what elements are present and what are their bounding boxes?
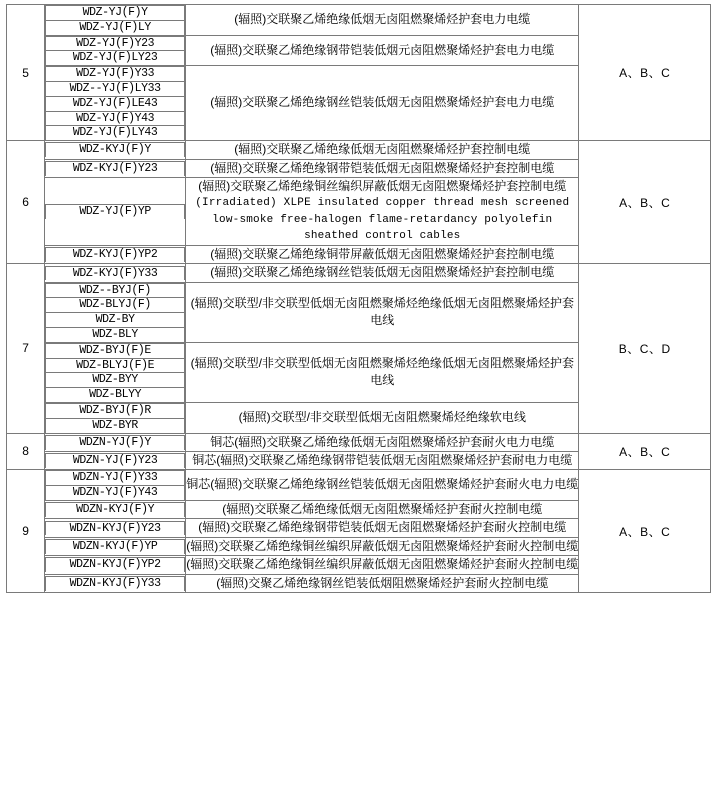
product-name-cn: (辐照)交联聚乙烯绝缘钢带铠装低烟无卤阻燃聚烯烃护套控制电缆 bbox=[210, 160, 555, 175]
product-name-cell bbox=[186, 141, 579, 158]
product-name-cn: (辐照)交联聚乙烯绝缘铜丝编织屏蔽低烟无卤阻燃聚烯烃护套控制电缆 bbox=[198, 178, 567, 193]
product-name-cell bbox=[186, 434, 579, 451]
model-code: WDZ-YJ(F)LY bbox=[46, 20, 185, 34]
product-name-cell bbox=[186, 538, 579, 555]
model-code-cell bbox=[45, 470, 186, 500]
model-code: WDZ-YJ(F)Y33 bbox=[46, 67, 185, 82]
model-code: WDZ-BYJ(F)R bbox=[46, 404, 185, 419]
product-name-cell bbox=[186, 501, 579, 518]
product-name-cn: (辐照)交联聚乙烯绝缘低烟无卤阻燃聚烯烃护套电力电缆 bbox=[234, 12, 531, 27]
model-code-cell bbox=[45, 452, 186, 469]
model-code-cell bbox=[45, 343, 186, 402]
model-code-cell bbox=[45, 538, 186, 555]
table-row bbox=[7, 433, 711, 470]
product-name-cn: 铜芯(辐照)交联聚乙烯绝缘低烟无卤阻燃聚烯烃护套耐火电力电缆 bbox=[210, 434, 555, 449]
model-code-cell bbox=[45, 501, 186, 518]
product-name-cell bbox=[186, 5, 579, 35]
product-name-cn: (辐照)交联聚乙烯绝缘钢带铠装低烟无卤阻燃聚烯烃护套耐火控制电缆 bbox=[198, 520, 567, 535]
model-code-cell bbox=[45, 141, 186, 158]
model-name-group-cell bbox=[45, 5, 579, 141]
product-name-cell bbox=[186, 178, 579, 245]
model-code: WDZ-YJ(F)LY23 bbox=[46, 51, 185, 65]
model-code: WDZ-BYJ(F)E bbox=[46, 343, 185, 358]
model-code: WDZN-KYJ(F)Y23 bbox=[46, 521, 185, 535]
product-name-cell bbox=[186, 66, 579, 140]
model-code-cell bbox=[45, 434, 186, 451]
product-name-cell bbox=[186, 343, 579, 402]
model-code: WDZ-YJ(F)Y43 bbox=[46, 111, 185, 126]
row-number-cell: 9 bbox=[7, 470, 45, 593]
model-name-group-cell bbox=[45, 264, 579, 433]
product-name-cn: (辐照)交联聚乙烯绝缘钢丝铠装低烟无卤阻燃聚烯烃护套控制电缆 bbox=[210, 265, 555, 280]
model-code: WDZ-KYJ(F)Y23 bbox=[46, 161, 185, 175]
row-number-cell: 8 bbox=[7, 433, 45, 470]
standard-cell: B、C、D bbox=[579, 264, 711, 433]
model-code: WDZ--BYJ(F) bbox=[46, 283, 185, 298]
model-code-cell bbox=[45, 403, 186, 433]
model-code: WDZ-BYY bbox=[46, 373, 185, 388]
model-name-group-cell bbox=[45, 141, 579, 264]
product-name-cn: (辐照)交联聚乙烯绝缘铜丝编织屏蔽低烟无卤阻燃聚烯烃护套耐火控制电缆 bbox=[186, 538, 579, 553]
product-name-cn: (辐照)交联型/非交联型低烟无卤阻燃聚烯烃绝缘低烟无卤阻燃聚烯烃护套电线 bbox=[190, 356, 574, 388]
product-name-cell bbox=[186, 575, 579, 592]
product-name-cell bbox=[186, 264, 579, 281]
product-name-cell bbox=[186, 160, 579, 177]
model-code: WDZ-BLYY bbox=[46, 388, 185, 402]
model-code-cell bbox=[45, 246, 186, 263]
row-number-cell: 6 bbox=[7, 141, 45, 264]
model-code: WDZ-KYJ(F)YP2 bbox=[46, 248, 185, 262]
model-code-cell bbox=[45, 36, 186, 66]
model-code: WDZ-BY bbox=[46, 313, 185, 328]
model-code-cell bbox=[45, 264, 186, 281]
model-code: WDZN-KYJ(F)Y33 bbox=[46, 576, 185, 590]
standard-cell: A、B、C bbox=[579, 141, 711, 264]
standard-cell: A、B、C bbox=[579, 433, 711, 470]
product-name-cell bbox=[186, 470, 579, 500]
product-name-en: (Irradiated) XLPE insulated copper thread mesh screened low-smoke free-halogen flame-retardancy polyolefin sheathed control cables bbox=[195, 197, 570, 243]
model-code-cell bbox=[45, 519, 186, 536]
cable-specification-table bbox=[6, 4, 711, 593]
model-code: WDZN-YJ(F)Y43 bbox=[46, 486, 185, 500]
product-name-cn: 铜芯(辐照)交联聚乙烯绝缘钢丝铠装低烟无卤阻燃聚烯烃护套耐火电力电缆 bbox=[186, 477, 579, 492]
product-name-cell bbox=[186, 283, 579, 342]
product-name-cn: (辐照)交联聚乙烯绝缘钢带铠装低烟元卤阻燃聚烯烃护套电力电缆 bbox=[210, 42, 555, 57]
model-code: WDZ-BLYJ(F) bbox=[46, 298, 185, 313]
product-name-cell bbox=[186, 403, 579, 433]
product-name-cn: (辐照)交联聚乙烯绝缘铜带屏蔽低烟无卤阻燃聚烯烃护套控制电缆 bbox=[210, 246, 555, 261]
model-code: WDZ-YJ(F)Y23 bbox=[46, 36, 185, 51]
product-name-cn: (辐照)交联聚乙烯绝缘钢丝铠装低烟无卤阻燃聚烯烃护套电力电缆 bbox=[210, 95, 555, 110]
row-number-cell: 5 bbox=[7, 5, 45, 141]
table-row bbox=[7, 264, 711, 433]
product-name-cn: (辐照)交联聚乙烯绝缘低烟无卤阻燃聚烯烃护套控制电缆 bbox=[234, 142, 531, 157]
model-code: WDZN-YJ(F)Y33 bbox=[46, 471, 185, 486]
model-code: WDZ-KYJ(F)Y bbox=[46, 143, 185, 157]
model-code-cell bbox=[45, 160, 186, 177]
model-code-cell bbox=[45, 283, 186, 342]
model-code: WDZ-YJ(F)LE43 bbox=[46, 96, 185, 111]
model-name-group-cell bbox=[45, 433, 579, 470]
model-code-cell bbox=[45, 178, 186, 245]
model-code: WDZ-YJ(F)YP bbox=[46, 205, 185, 219]
product-name-cell bbox=[186, 556, 579, 573]
model-code: WDZN-KYJ(F)YP2 bbox=[46, 558, 185, 572]
standard-cell: A、B、C bbox=[579, 470, 711, 593]
model-code: WDZ-YJ(F)Y bbox=[46, 6, 185, 21]
product-name-cell bbox=[186, 36, 579, 66]
table-body bbox=[7, 5, 711, 593]
product-name-cn: (辐照)交联聚乙烯绝缘低烟无卤阻燃聚烯烃护套耐火控制电缆 bbox=[222, 501, 543, 516]
product-name-cn: (辐照)交联聚乙烯绝缘铜丝编织屏蔽低烟无卤阻燃聚烯烃护套耐火控制电缆 bbox=[186, 557, 579, 572]
product-name-cn: (辐照)交联型/非交联型低烟无卤阻燃聚烯烃绝缘低烟无卤阻燃聚烯烃护套电线 bbox=[190, 295, 574, 328]
standard-cell: A、B、C bbox=[579, 5, 711, 141]
product-name-cn: (辐照)交联型/非交联型低烟无卤阻燃聚烯烃绝缘软电线 bbox=[238, 410, 526, 425]
model-code: WDZ--YJ(F)LY33 bbox=[46, 81, 185, 96]
model-code: WDZN-YJ(F)Y23 bbox=[46, 454, 185, 468]
model-code: WDZ-YJ(F)LY43 bbox=[46, 126, 185, 140]
model-name-group-cell bbox=[45, 470, 579, 593]
model-code: WDZN-KYJ(F)Y bbox=[46, 503, 185, 517]
model-code-cell bbox=[45, 66, 186, 140]
row-number-cell: 7 bbox=[7, 264, 45, 433]
product-name-cell bbox=[186, 452, 579, 469]
model-code-cell bbox=[45, 575, 186, 592]
model-code: WDZ-BYR bbox=[46, 418, 185, 432]
product-name-cn: 铜芯(辐照)交联聚乙烯绝缘钢带铠装低烟无卤阻燃聚烯烃护套耐电力电缆 bbox=[192, 452, 573, 467]
model-code-cell bbox=[45, 556, 186, 573]
model-code: WDZN-KYJ(F)YP bbox=[46, 540, 185, 554]
product-name-cn: (辐照)交聚乙烯绝缘钢丝铠装低烟阻燃聚烯烃护套耐火控制电缆 bbox=[216, 575, 549, 590]
product-name-cell bbox=[186, 246, 579, 263]
table-row bbox=[7, 141, 711, 264]
table-row bbox=[7, 470, 711, 593]
model-code: WDZN-YJ(F)Y bbox=[46, 435, 185, 449]
model-code: WDZ-BLYJ(F)E bbox=[46, 358, 185, 373]
table-row bbox=[7, 5, 711, 141]
model-code: WDZ-KYJ(F)Y33 bbox=[46, 266, 185, 280]
model-code-cell bbox=[45, 5, 186, 35]
product-name-cell bbox=[186, 519, 579, 536]
model-code: WDZ-BLY bbox=[46, 328, 185, 342]
